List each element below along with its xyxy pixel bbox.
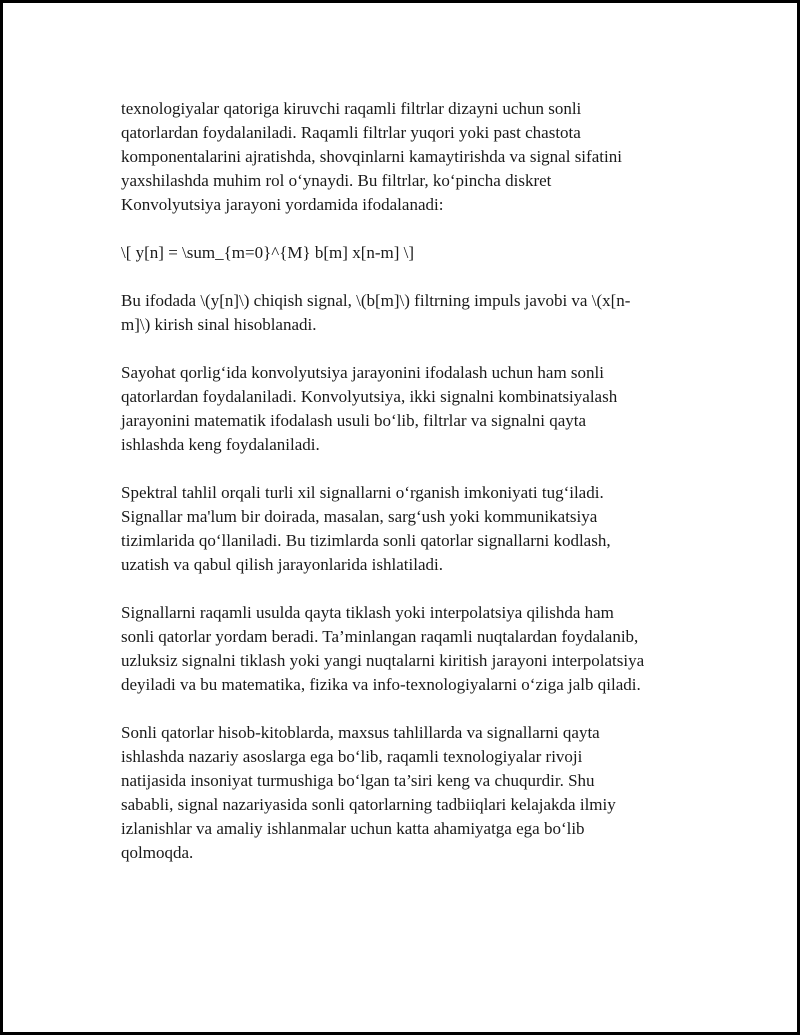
text-line: ishlashda keng foydalaniladi. xyxy=(121,435,320,454)
text-line: deyiladi va bu matematika, fizika va info-texnologiyalarni o‘ziga jalb qiladi. xyxy=(121,675,641,694)
text-line: qolmoqda. xyxy=(121,843,194,862)
paragraph-conclusion xyxy=(121,721,687,865)
text-line: Signallar ma'lum bir doirada, masalan, sarg‘ush yoki kommunikatsiya xyxy=(121,507,598,526)
text-line: sababli, signal nazariyasida sonli qatorlarning tadbiiqlari kelajakda ilmiy xyxy=(121,795,616,814)
text-line: Sonli qatorlar hisob-kitoblarda, maxsus tahlillarda va signallarni qayta xyxy=(121,723,600,742)
text-line: uzluksiz signalni tiklash yoki yangi nuqtalarni kiritish jarayoni interpolatsiya xyxy=(121,651,645,670)
text-line: komponentalarini ajratishda, shovqinlarni kamaytirishda va signal sifatini xyxy=(121,147,622,166)
text-line: natijasida insoniyat turmushiga bo‘lgan ta’siri keng va chuqurdir. Shu xyxy=(121,771,595,790)
text-line: texnologiyalar qatoriga kiruvchi raqamli filtrlar dizayni uchun sonli xyxy=(121,99,582,118)
equation-line: \[ y[n] = \sum_{m=0}^{M} b[m] x[n-m] \] xyxy=(121,243,415,262)
text-line: qatorlardan foydalaniladi. Raqamli filtrlar yuqori yoki past chastota xyxy=(121,123,581,142)
text-line: qatorlardan foydalaniladi. Konvolyutsiya, ikki signalni kombinatsiyalash xyxy=(121,387,618,406)
equation-convolution xyxy=(121,241,687,265)
text-line: Signallarni raqamli usulda qayta tiklash yoki interpolatsiya qilishda ham xyxy=(121,603,614,622)
text-line: ishlashda nazariy asoslarga ega bo‘lib, raqamli texnologiyalar rivoji xyxy=(121,747,583,766)
text-line: Spektral tahlil orqali turli xil signallarni o‘rganish imkoniyati tug‘iladi. xyxy=(121,483,604,502)
paragraph-spectral-analysis xyxy=(121,481,687,577)
text-line: uzatish va qabul qilish jarayonlarida ishlatiladi. xyxy=(121,555,443,574)
document-body xyxy=(121,97,687,889)
text-line: yaxshilashda muhim rol o‘ynaydi. Bu filtrlar, ko‘pincha diskret xyxy=(121,171,552,190)
text-line: m]\) kirish sinal hisoblanadi. xyxy=(121,315,317,334)
text-line: tizimlarida qo‘llaniladi. Bu tizimlarda sonli qatorlar signallarni kodlash, xyxy=(121,531,611,550)
paragraph-digital-filters xyxy=(121,97,687,217)
text-line: Bu ifodada \(y[n]\) chiqish signal, \(b[m]\) filtrning impuls javobi va \(x[n- xyxy=(121,291,631,310)
text-line: Sayohat qorlig‘ida konvolyutsiya jarayonini ifodalash uchun ham sonli xyxy=(121,363,604,382)
text-line: Konvolyutsiya jarayoni yordamida ifodalanadi: xyxy=(121,195,444,214)
text-line: izlanishlar va amaliy ishlanmalar uchun katta ahamiyatga ega bo‘lib xyxy=(121,819,585,838)
paragraph-interpolation xyxy=(121,601,687,697)
paragraph-convolution xyxy=(121,361,687,457)
text-line: jarayonini matematik ifodalash usuli bo‘lib, filtrlar va signalni qayta xyxy=(121,411,587,430)
text-line: sonli qatorlar yordam beradi. Ta’minlangan raqamli nuqtalardan foydalanib, xyxy=(121,627,639,646)
paragraph-equation-explanation xyxy=(121,289,687,337)
